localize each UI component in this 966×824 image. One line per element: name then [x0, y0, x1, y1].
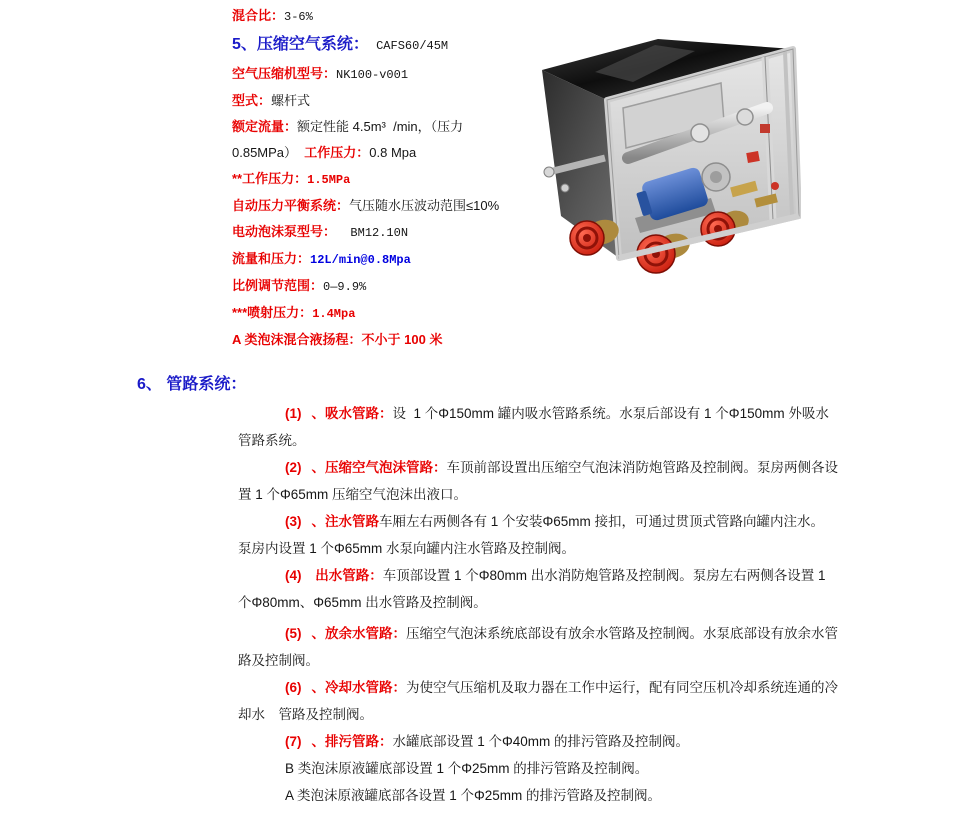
item-body: 压缩空气泡沫系统底部设有放余水管路及控制阀。水泵底部设有放余水管路及控制阀。 [238, 626, 838, 668]
item-number: (5) [285, 626, 302, 641]
pipe-item-1 [238, 400, 838, 454]
item-body: 为使空气压缩机及取力器在工作中运行，配有同空压机冷却系统连通的冷却水 管路及控制阀。 [238, 680, 838, 722]
item-sep: 、 [311, 680, 325, 695]
spec-value: 气压随水压波动范围≤10% [349, 198, 500, 213]
working-pressure-line [232, 166, 499, 193]
spec-value: 3-6% [284, 10, 313, 24]
item-number: (3) [285, 514, 302, 529]
item-body: B 类泡沫原液罐底部设置 1 个Φ25mm 的排污管路及控制阀。 [285, 761, 649, 776]
spec-value: 螺杆式 [271, 93, 311, 108]
item-label: 排污管路： [325, 734, 393, 749]
section5-title: 5、压缩空气系统： [232, 36, 369, 53]
item-sep: 、 [311, 626, 325, 641]
item-body: A 类泡沫原液罐底部各设置 1 个Φ25mm 的排污管路及控制阀。 [285, 788, 662, 803]
item-number: (6) [285, 680, 302, 695]
item-number: (2) [285, 460, 302, 475]
spec-value: 12L/min@0.8Mpa [310, 253, 411, 267]
item-body: 车顶前部设置出压缩空气泡沫消防炮管路及控制阀。泵房两侧各设置 1 个Φ65mm 压缩空气泡沫出液口。 [238, 460, 838, 502]
flow-pressure-line [232, 246, 499, 273]
spec-value: 额定性能 4.5m³ /min，（压力 [297, 119, 464, 134]
spec-value: 1.5MPa [307, 173, 351, 187]
ratio-range-line [232, 273, 499, 300]
spec-value: BM12.10N [336, 226, 409, 240]
foam-pump-model-line [232, 219, 499, 246]
item-number: (4) [285, 568, 302, 583]
spec-label: 比例调节范围： [232, 278, 324, 293]
pipe-item-5 [238, 620, 838, 674]
item-number: (7) [285, 734, 302, 749]
cafs-photo-svg [535, 36, 801, 274]
spec-label: **工作压力： [232, 171, 308, 186]
type-line [232, 88, 499, 114]
pressure-balance-line [232, 193, 499, 219]
pipe-item-7 [238, 728, 838, 755]
spec-label: 额定流量： [232, 119, 298, 134]
spec-value: NK100-v001 [336, 68, 409, 82]
item-body: 车厢左右两侧各有 1 个安装Φ65mm 接扣，可通过贯顶式管路向罐内注水。 泵房内设置 1 个Φ65mm 水泵向罐内注水管路及控制阀。 [238, 514, 831, 556]
cafs-model-value: CAFS60/45M [368, 39, 449, 53]
item-label: 压缩空气泡沫管路： [325, 460, 447, 475]
spec-value: 0.8 Mpa [369, 145, 417, 160]
spec-value: 0—9.9% [323, 280, 367, 294]
section5-heading [232, 30, 499, 61]
spec-label: 工作压力： [304, 145, 370, 160]
spec-value: 1.4Mpa [312, 307, 356, 321]
spec-label: A 类泡沫混合液扬程： [232, 332, 362, 347]
item-sep: 、 [311, 406, 325, 421]
cafs-spec-block [232, 3, 499, 353]
item-body: 设 1 个Φ150mm 罐内吸水管路系统。水泵后部设有 1 个Φ150mm 外吸水管路系统。 [238, 406, 829, 448]
pipe-item-6 [238, 674, 838, 728]
item-number: (1) [285, 406, 302, 421]
mix-ratio-line [232, 3, 499, 30]
rated-flow-line [232, 114, 499, 140]
cafs-unit-photo [535, 36, 801, 274]
spec-label: 电动泡沫泵型号： [232, 224, 337, 239]
item-body: 水罐底部设置 1 个Φ40mm 的排污管路及控制阀。 [392, 734, 690, 749]
rated-flow-line-2 [232, 140, 499, 166]
item-sep: 、 [311, 734, 325, 749]
pipe-extra-a [238, 782, 838, 809]
item-body: 车顶部设置 1 个Φ80mm 出水消防炮管路及控制阀。泵房左右两侧各设置 1 个Φ80mm、Φ65mm 出水管路及控制阀。 [238, 568, 830, 610]
spec-value: 不小于 100 米 [361, 332, 443, 347]
pipe-extra-b [238, 755, 838, 782]
item-label: 吸水管路： [325, 406, 393, 421]
item-sep: 、 [311, 514, 325, 529]
foam-head-line [232, 327, 499, 353]
spec-value: 0.85MPa） [232, 145, 305, 160]
item-label: 出水管路： [315, 568, 383, 583]
pipe-item-4 [238, 562, 838, 616]
section6-heading [137, 368, 246, 396]
pipe-system-block [238, 400, 838, 809]
spec-label: 自动压力平衡系统： [232, 198, 350, 213]
spec-label: 流量和压力： [232, 251, 311, 266]
spec-label: ***喷射压力： [232, 305, 313, 320]
injection-pressure-line [232, 300, 499, 327]
spec-label: 空气压缩机型号： [232, 66, 337, 81]
pipe-item-3 [238, 508, 838, 562]
spec-label: 型式： [232, 93, 272, 108]
section6-title: 6、 管路系统： [137, 376, 247, 393]
item-label: 注水管路 [325, 514, 379, 529]
item-label: 冷却水管路： [325, 680, 406, 695]
spec-label: 混合比： [232, 8, 285, 23]
pipe-item-2 [238, 454, 838, 508]
item-sep: 、 [311, 460, 325, 475]
item-label: 放余水管路： [325, 626, 406, 641]
compressor-model-line [232, 61, 499, 88]
